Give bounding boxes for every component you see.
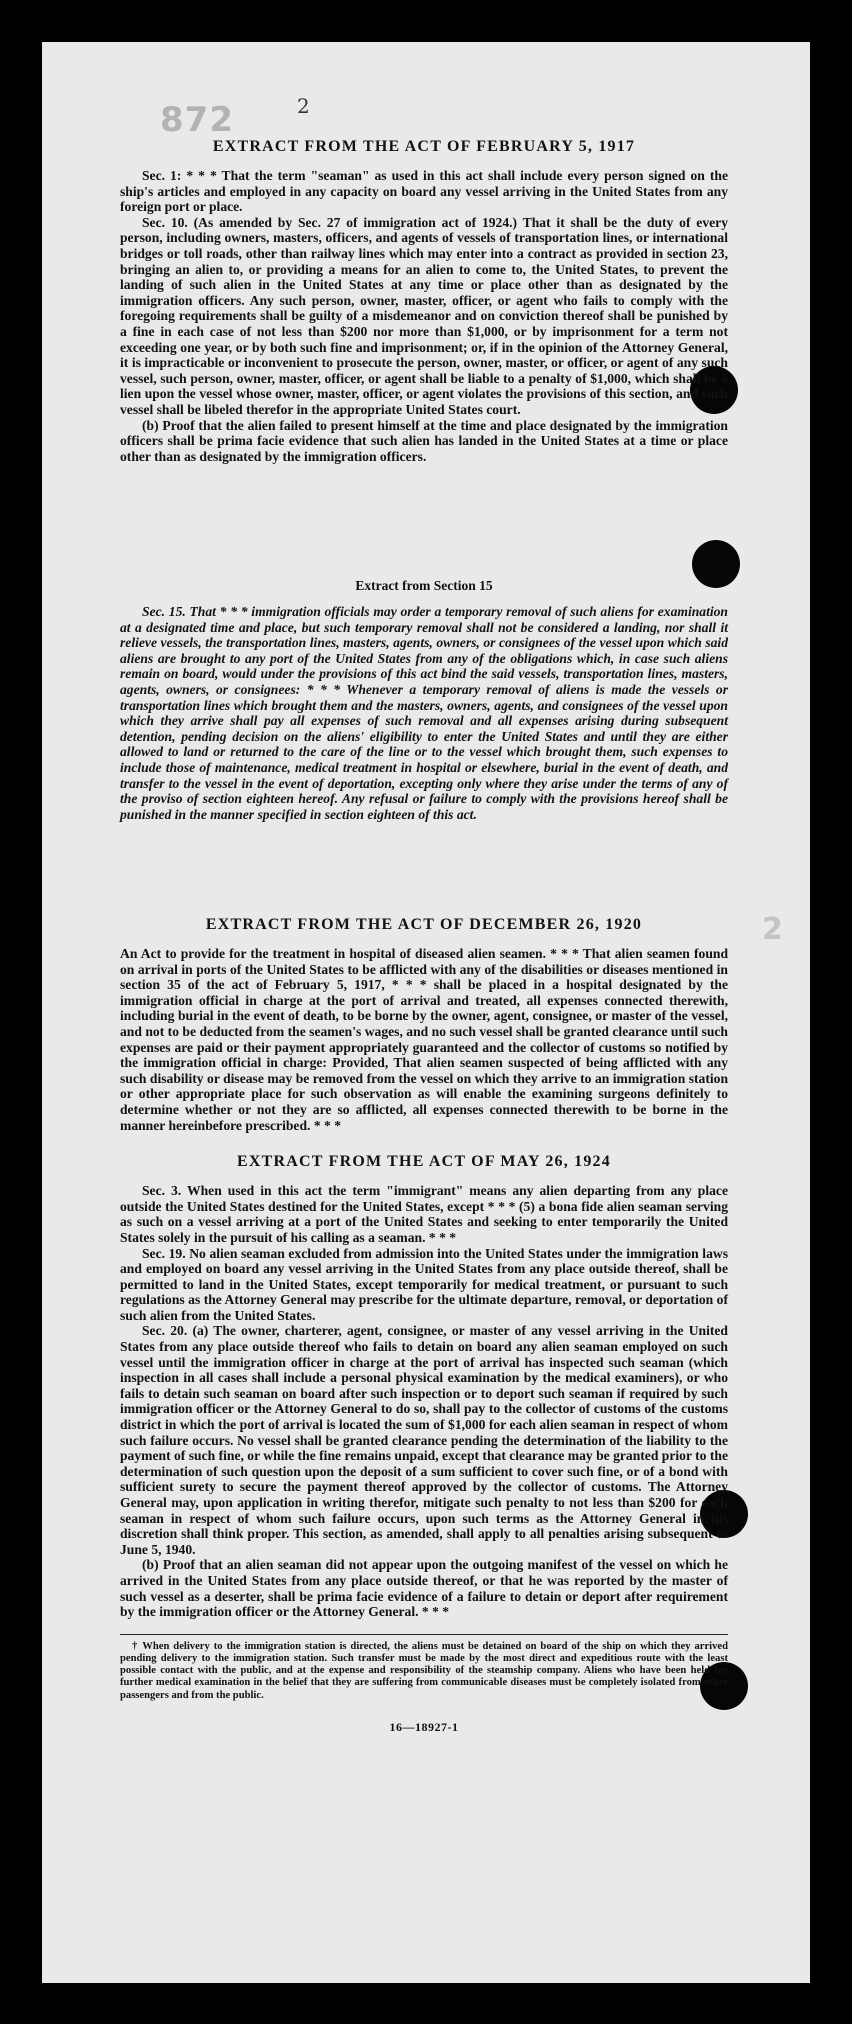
section-act-1917 <box>120 138 728 570</box>
footnote <box>120 1634 728 1702</box>
page-mark: 2 <box>297 94 310 118</box>
paragraph-act-1920: An Act to provide for the treatment in hospital of diseased alien seamen. * * * That alien seamen found on arrival in ports of the United States to be afflicted with any of the disabilities or diseases mentioned in section 35 of the act of February 5, 1917, * * * shall be placed in a hospital designated by the immigration official in charge at the port of arrival and treated, all expenses connected therewith, including burial in the event of death, to be borne by the owner, agent, consignee, or master of the vessel, and not to be deducted from the seamen's wages, and no such vessel shall be granted clearance until such expenses are paid or their payment appropriately guaranteed and the collector of customs so notified by the immigration official in charge: Provided, That alien seamen suspected of being afflicted with any such disability or disease may be removed from the vessel on which they arrive to an immigration station or other appropriate place for such observation as will enable the examining surgeons definitely to determine whether or not they are so afflicted, all expenses connected therewith to be borne in the manner hereinbefore prescribed. * * * <box>120 946 728 1133</box>
section-act-1924 <box>120 1153 728 1620</box>
document-page <box>42 42 810 1983</box>
footnote-text: † When delivery to the immigration station is directed, the aliens must be detained on board of the ship on which they arrived pending delivery to the immigration station. Such transfer must be made by the most direct and expeditious route with the least possible contact with the public, and at the expense and responsibility of the steamship company. Aliens who have been held for further medical examination in the belief that they are suffering from communicable diseases must be completely isolated from other passengers and from the public. <box>120 1640 728 1701</box>
heading-act-1917: EXTRACT FROM THE ACT OF FEBRUARY 5, 1917 <box>212 138 636 155</box>
section-act-1920 <box>120 916 728 1133</box>
paragraph-sec-19: Sec. 19. No alien seaman excluded from admission into the United States under the immigration laws and employed on board any vessel arriving in the United States from any place outside thereof, shall be permitted to land in the United States, except temporarily for medical treatment, or pursuant to such regulations as the Attorney General may prescribe for the ultimate departure, removal, or deportation of such alien from the United States. <box>120 1245 728 1323</box>
paragraph-sec-20-b: (b) Proof that an alien seaman did not appear upon the outgoing manifest of the vessel on which he arrived in the United States from any place outside thereof, or that he was reported by the master of such vessel as a deserter, shall be prima facie evidence of a failure to detain or deport after requirement by the immigration officer or the Attorney General. * * * <box>120 1557 728 1620</box>
stamp-mark: 872 <box>160 100 234 140</box>
handwritten-mark: 2 <box>762 912 784 947</box>
heading-section-15: Extract from Section 15 <box>355 578 493 593</box>
paragraph-sec-15: Sec. 15. That * * * immigration officials may order a temporary removal of such aliens for examination at a designated time and place, but such temporary removal shall not be considered a landing, nor shall it relieve vessels, the transportation lines, masters, agents, owners, or consignees of the vessel upon which said aliens are brought to any port of the United States from any of the obligations which, in case such aliens remain on board, would under the provisions of this act bind the said vessels, transportation lines, masters, agents, owners, or consignees: * * * Whenever a temporary removal of aliens is made the vessels or transportation lines which brought them and the masters, owners, agents, and consignees of the vessel upon which they arrive shall pay all expenses of such removal and all expenses arising during subsequent detention, pending decision on the aliens' eligibility to enter the United States and until they are either allowed to land or returned to the care of the line or to the vessel which brought them, such expenses to include those of maintenance, medical treatment in hospital or elsewhere, burial in the event of death, and transfer to the vessel in the event of deportation, excepting only where they arise under the terms of any of the proviso of section eighteen hereof. Any refusal or failure to comply with the provisions hereof shall be punished in the manner specified in section eighteen of this act. <box>120 604 728 822</box>
heading-act-1920: EXTRACT FROM THE ACT OF DECEMBER 26, 1920 <box>205 916 643 933</box>
heading-act-1924: EXTRACT FROM THE ACT OF MAY 26, 1924 <box>237 1153 611 1171</box>
paragraph-sec-10-b: (b) Proof that the alien failed to present himself at the time and place designated by the immigration officers shall be prima facie evidence that such alien has landed in the United States at a time or place other than as designated by the immigration officers. <box>120 417 728 464</box>
paragraph-sec-3: Sec. 3. When used in this act the term "immigrant" means any alien departing from any place outside the United States destined for the United States, except * * * (5) a bona fide alien seaman serving as such on a vessel arriving at a port of the United States and seeking to enter temporarily the United States solely in the pursuit of his calling as a seaman. * * * <box>120 1183 728 1245</box>
paragraph-sec-20-a: Sec. 20. (a) The owner, charterer, agent, consignee, or master of any vessel arriving in the United States from any place outside thereof who fails to detain on board any alien seaman employed on such vessel until the immigration officer in charge at the port of arrival has inspected such seaman (which inspection in all cases shall include a personal physical examination by the medical examiners), or who fails to detain such seaman on board after such inspection or to deport such seaman if required by such immigration officer or the Attorney General to do so, shall pay to the collector of customs of the customs district in which the port of arrival is located the sum of $1,000 for each alien seaman in respect of whom such failure occurs. No vessel shall be granted clearance pending the determination of the liability to the payment of such fine, or while the fine remains unpaid, except that clearance may be granted prior to the determination of such question upon the deposit of a sum sufficient to cover such fine, or of a bond with sufficient surety to secure the payment thereof approved by the collector of customs. The Attorney General may, upon application in writing therefor, mitigate such penalty to not less than $200 for each seaman in respect of whom such failure occurs, upon such terms as the Attorney General in his discretion shall think proper. This section, as amended, shall apply to all penalties arising subsequent to June 5, 1940. <box>120 1323 728 1557</box>
form-code: 16—18927-1 <box>389 1719 459 1734</box>
document-body <box>120 138 728 1735</box>
section-15 <box>120 578 728 900</box>
paragraph-sec-10: Sec. 10. (As amended by Sec. 27 of immigration act of 1924.) That it shall be the duty of every person, including owners, masters, officers, and agents of vessels of transportation lines, or international bridges or toll roads, other than railway lines which may enter into a contract as provided in section 23, bringing an alien to, or providing a means for an alien to come to, the United States, to prevent the landing of such alien in the United States at any time or place other than as designated by the immigration officers. Any such person, owner, master, officer, or agent who fails to comply with the foregoing requirements shall be guilty of a misdemeanor and on conviction thereof shall be punished by a fine in each case of not less than $200 nor more than $1,000, or by imprisonment for a term not exceeding one year, or by both such fine and imprisonment; or, if in the opinion of the Attorney General, it is impracticable or inconvenient to prosecute the person, owner, master, or officer, or agent of any such vessel, such person, owner, master, officer, or agent shall be liable to a penalty of $1,000, which shall be a lien upon the vessel whose owner, master, officer, or agent violates the provisions of this section, and such vessel shall be libeled therefor in the appropriate United States court. <box>120 214 728 417</box>
paragraph-sec-1: Sec. 1: * * * That the term "seaman" as used in this act shall include every person signed on the ship's articles and employed in any capacity on board any vessel arriving in the United States from any foreign port or place. <box>120 168 728 215</box>
